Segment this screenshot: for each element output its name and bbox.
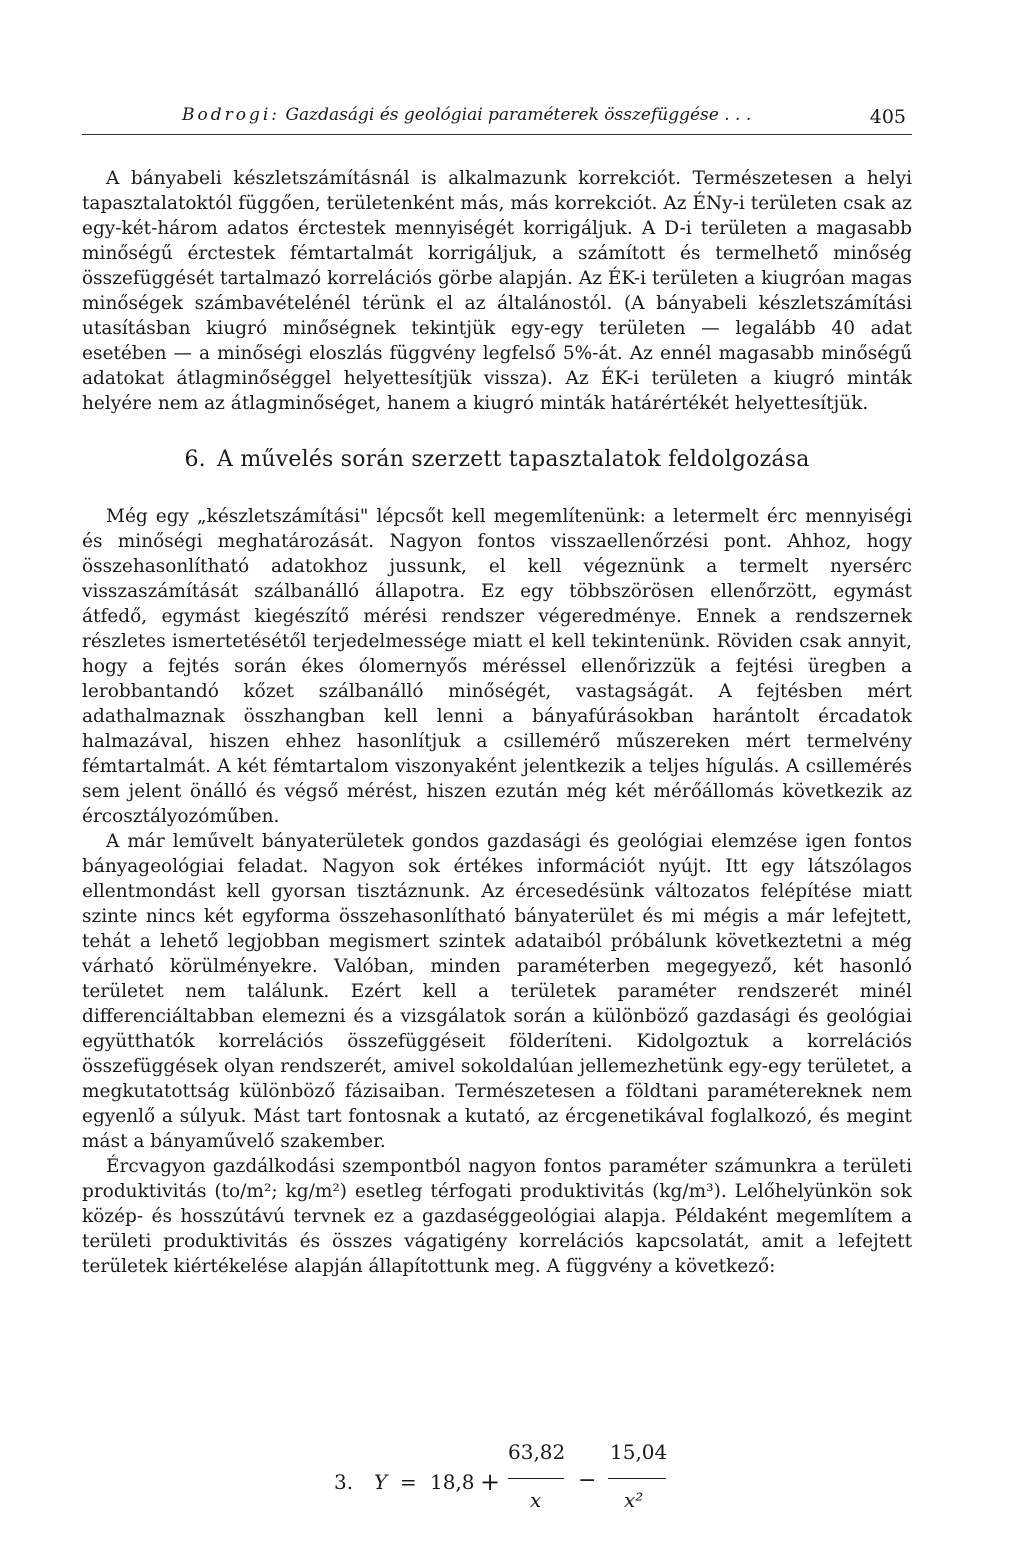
running-title xyxy=(182,104,751,126)
paragraph: Még egy „készletszámítási" lépcsőt kell megemlítenünk: a letermelt érc mennyiségi és minőségi meghatározását. Nagyon fontos visszaellenőrzési pont. Ahhoz, hogy összehasonlítható adatokhoz jussunk, el kell végeznünk a termelt nyersérc visszaszámítását szálbanálló állapotra. Ez egy többszörösen ellenőrzött, egymást átfedő, egymást kiegészítő mérési rendszer végeredménye. Ennek a rendszernek részletes ismertetésétől terjedelmessége miatt el kell tekintenünk. Röviden csak annyit, hogy a fejtés során ékes ólomernyős méréssel ellenőrizzük a fejtési üregben a lerobbantandó kőzet szálbanálló minőségét, vastagságát. A fejtésben mért adathalmaznak összhangban kell lenni a bányafúrásokban harántolt ércadatok halmazával, hiszen ehhez hasonlítjuk a csillemérő műszereken mért termelvény fémtartalmát. A két fémtartalom viszonyaként jelentkezik a teljes hígulás. A csillemérés sem jelent önálló és végső mérést, hiszen ezután még két mérőállomás következik az ércosztályozóműben. xyxy=(82,506,912,827)
running-header xyxy=(82,104,912,135)
paragraph: Ércvagyon gazdálkodási szempontból nagyon fontos paraméter számunkra a területi produktivitás (to/m²; kg/m²) esetleg térfogati produktivitás (kg/m³). Lelőhelyünkön sok közép- és hosszútávú tervnek ez a gazdaséggeológiai alapja. Példaként megemlítem a területi produktivitás és összes vágatigény korrelációs kapcsolatát, amit a lefejtett területek kiértékelése alapján állapítottunk meg. A függvény a következő: xyxy=(82,1156,912,1277)
header-title: Gazdasági és geológiai paraméterek összefüggése . . . xyxy=(285,105,752,125)
term2-numerator: 15,04 xyxy=(610,1440,668,1464)
page-number: 405 xyxy=(869,106,906,128)
equation xyxy=(334,1438,714,1528)
body-text xyxy=(82,166,912,1279)
equation-number: 3. xyxy=(334,1470,354,1494)
paragraph: A bányabeli készletszámításnál is alkalmazunk korrekciót. Természetesen a helyi tapasztalatoktól függően, területenként más, más korrekciót. Az ÉNy-i területen csak az egy-két-három adatos érctestek mennyiségét korrigáljuk. A D-i területen a magasabb minőségű érctestek fémtartalmát korrigáljuk, a számított és termelhető minőség összefüggését tartalmazó korrelációs görbe alapján. Az ÉK-i területen a kiugróan magas minőségek számbavételénél térünk el az általánostól. (A bányabeli készletszámítási utasításban kiugró minőségnek tekintjük egy-egy területen — legalább 40 adat esetében — a minőségi eloszlás függvény legfelső 5%-át. Az ennél magasabb minőségű adatokat átlagminőséggel helyettesítjük vissza). Az ÉK-i területen a kiugró minták helyére nem az átlagminőséget, hanem a kiugró minták határértékét helyettesítjük. xyxy=(82,168,912,414)
section-heading xyxy=(82,446,912,474)
term1-numerator: 63,82 xyxy=(508,1440,566,1464)
section-title: A művelés során szerzett tapasztalatok feldolgozása xyxy=(217,447,810,472)
equation-constant: 18,8 xyxy=(430,1470,475,1494)
paragraph: A már leművelt bányaterületek gondos gazdasági és geológiai elemzése igen fontos bányageológiai feladat. Nagyon sok értékes információt nyújt. Itt egy látszólagos ellentmondást kell gyorsan tisztáznunk. Az ércesedésünk változatos felépítése miatt szinte nincs két egyforma összehasonlítható bányaterület és mi mégis a már lefejtett, tehát a lehető legjobban megismert szintek adataiból próbálunk következtetni a még várható körülményekre. Valóban, minden paraméterben megegyező, két hasonló területet nem találunk. Ezért kell a területek paraméter rendszerét minél differenciáltabban elemezni és a vizsgálatok során a különböző gazdasági és geológiai együtthatók korrelációs összefüggéseit földeríteni. Kidolgoztuk a korrelációs összefüggések olyan rendszerét, amivel sokoldalúan jellemezhetünk egy-egy területet, a megkutatottság különböző fázisaiban. Természetesen a földtani paramétereknek nem egyenlő a súlyuk. Mást tart fontosnak a kutató, az ércgenetikával foglalkozó, és megint mást a bányaművelő szakember. xyxy=(82,831,912,1152)
term2-denominator: x² xyxy=(624,1488,644,1512)
equation-plus: + xyxy=(480,1468,501,1496)
term2-fraction-bar xyxy=(608,1478,666,1479)
term1-fraction-bar xyxy=(508,1478,564,1479)
term1-denominator: x xyxy=(530,1488,542,1512)
header-author: Bodrogi: xyxy=(182,105,281,125)
equation-minus: − xyxy=(578,1468,597,1493)
equation-equals: = xyxy=(400,1470,417,1494)
section-number: 6. xyxy=(184,447,206,472)
equation-lhs: Y xyxy=(374,1470,388,1494)
